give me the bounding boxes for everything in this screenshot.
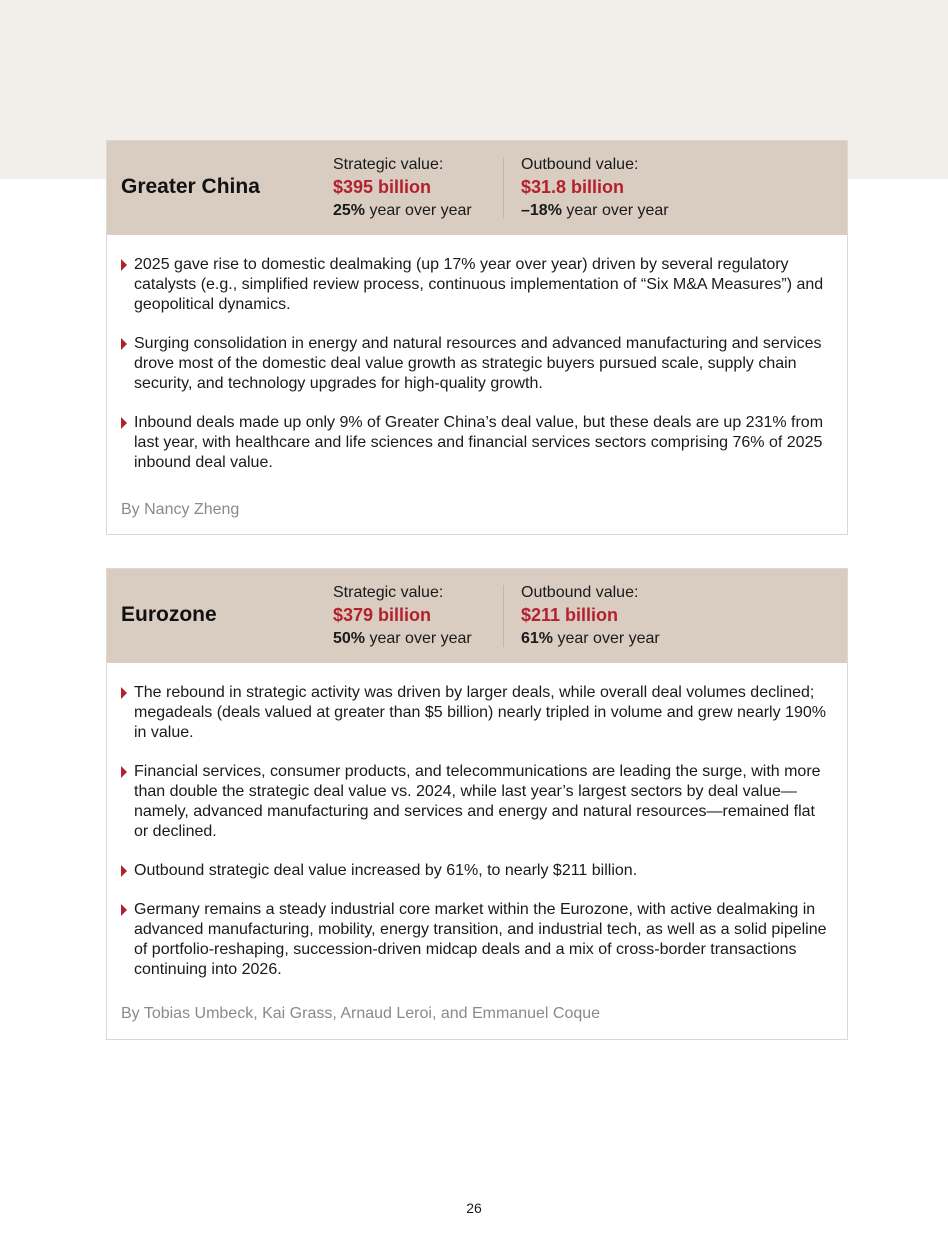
byline: By Tobias Umbeck, Kai Grass, Arnaud Leroi, and Emmanuel Coque [121, 1005, 601, 1022]
region-card-eurozone [106, 568, 848, 1040]
bullet-text: Germany remains a steady industrial core market within the Eurozone, with active dealmaking in advanced manufacturing, mobility, energy transition, and industrial tech, as well as a solid pipeline of portfolio-reshaping, succession-driven midcap deals and a mix of cross-border transactions continuing into 2026. [134, 901, 827, 978]
triangle-bullet-icon [121, 904, 127, 916]
header-divider [503, 585, 504, 647]
outbound-change-percent: –18% [521, 202, 562, 219]
bullet-item [121, 861, 829, 881]
outbound-change-percent: 61% [521, 630, 554, 647]
bullet-text: Surging consolidation in energy and natural resources and advanced manufacturing and services drove most of the domestic deal value growth as strategic buyers pursued scale, supply chain security, and technology upgrades for high-quality growth. [134, 335, 822, 392]
region-title: Greater China [121, 175, 260, 198]
bullet-text: Inbound deals made up only 9% of Greater China’s deal value, but these deals are up 231% from last year, with healthcare and life sciences and financial services sectors comprising 76% of 2025 inbound deal value. [134, 414, 824, 471]
outbound-value-amount: $31.8 billion [521, 177, 625, 197]
strategic-value-block [333, 155, 472, 223]
bullet-list [107, 235, 847, 473]
triangle-bullet-icon [121, 338, 127, 350]
region-card-greater-china [106, 140, 848, 535]
strategic-change-text: year over year [365, 630, 472, 647]
header-divider [503, 157, 504, 219]
bullet-item [121, 334, 829, 394]
bullet-item [121, 762, 829, 842]
outbound-change-text: year over year [553, 630, 660, 647]
outbound-value-label: Outbound value: [521, 584, 639, 601]
bullet-item [121, 255, 829, 315]
outbound-value-amount: $211 billion [521, 605, 619, 625]
outbound-value-block [521, 583, 660, 651]
strategic-change-percent: 25% [333, 202, 366, 219]
triangle-bullet-icon [121, 766, 127, 778]
strategic-value-label: Strategic value: [333, 156, 444, 173]
bullet-text: The rebound in strategic activity was driven by larger deals, while overall deal volumes declined; megadeals (deals valued at greater than $5 billion) nearly tripled in volume and grew nearly 190% in value. [134, 684, 826, 741]
strategic-value-change [333, 199, 472, 223]
bullet-list [107, 663, 847, 980]
strategic-value-amount: $395 billion [333, 177, 432, 197]
byline: By Nancy Zheng [121, 501, 240, 518]
triangle-bullet-icon [121, 687, 127, 699]
card-header [107, 569, 847, 663]
bullet-item [121, 683, 829, 743]
outbound-value-label: Outbound value: [521, 156, 639, 173]
strategic-value-change [333, 627, 472, 651]
region-title: Eurozone [121, 603, 217, 626]
triangle-bullet-icon [121, 259, 127, 271]
bullet-text: 2025 gave rise to domestic dealmaking (up 17% year over year) driven by several regulatory catalysts (e.g., simplified review process, continuous implementation of “Six M&A Measures”) and geopolitical dynamics. [134, 256, 824, 313]
strategic-value-block [333, 583, 472, 651]
card-header [107, 141, 847, 235]
bullet-item [121, 413, 829, 473]
strategic-change-percent: 50% [333, 630, 366, 647]
strategic-value-amount: $379 billion [333, 605, 432, 625]
outbound-value-change [521, 199, 669, 223]
outbound-value-block [521, 155, 669, 223]
outbound-value-change [521, 627, 660, 651]
strategic-value-label: Strategic value: [333, 584, 444, 601]
strategic-change-text: year over year [365, 202, 472, 219]
bullet-text: Outbound strategic deal value increased by 61%, to nearly $211 billion. [134, 862, 638, 879]
bullet-item [121, 900, 829, 980]
triangle-bullet-icon [121, 417, 127, 429]
outbound-change-text: year over year [561, 202, 669, 219]
triangle-bullet-icon [121, 865, 127, 877]
bullet-text: Financial services, consumer products, and telecommunications are leading the surge, with more than double the strategic deal value vs. 2024, while last year’s largest sectors by deal value—namely, advanced manufacturing and services and energy and natural resources—remained flat or declined. [134, 763, 821, 840]
page-number: 26 [466, 1200, 482, 1216]
